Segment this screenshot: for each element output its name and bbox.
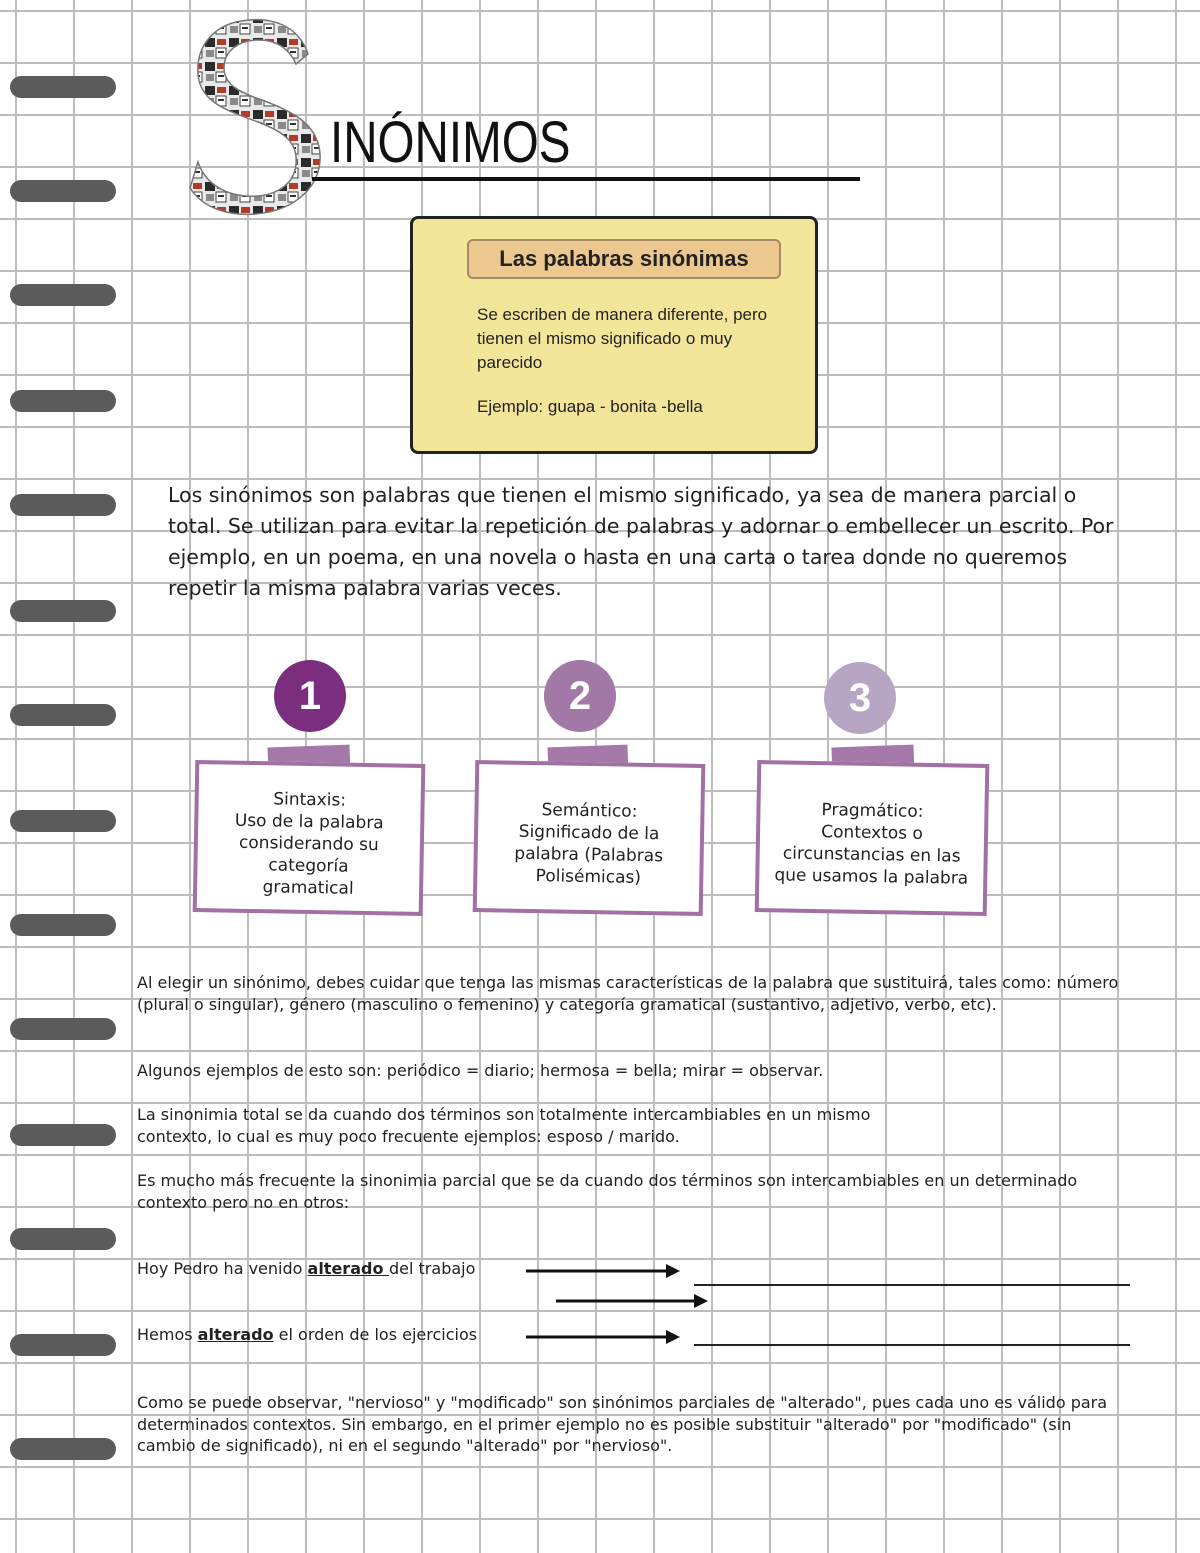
card-sintaxis	[193, 760, 426, 916]
card-text: Semántico: Significado de la palabra (Palabras Polisémicas)	[514, 800, 664, 888]
binder-ring	[10, 180, 116, 202]
binder-ring	[10, 76, 116, 98]
definition-box	[410, 216, 818, 454]
arrow-icon	[524, 1262, 682, 1280]
definition-example: Ejemplo: guapa - bonita -bella	[477, 397, 703, 416]
page-title: INÓNIMOS	[330, 110, 571, 175]
card-pragmatico	[755, 760, 990, 916]
newspaper-letter-s-image	[180, 12, 330, 217]
arrow-icon	[554, 1292, 710, 1310]
binder-ring	[10, 390, 116, 412]
example-sentence-2: Hemos alterado el orden de los ejercicios	[137, 1325, 478, 1344]
arrow-icon	[524, 1328, 682, 1346]
number-badge-1: 1	[274, 660, 346, 732]
binder-ring	[10, 914, 116, 936]
number-badge-3: 3	[824, 662, 896, 734]
card-text: Pragmático: Contextos o circunstancias en las que usamos la palabra	[774, 800, 969, 889]
underlined-word: alterado	[307, 1259, 389, 1278]
underlined-word: alterado	[197, 1325, 274, 1344]
paragraph-examples: Algunos ejemplos de esto son: periódico = diario; hermosa = bella; mirar = observar.	[137, 1061, 824, 1080]
binder-ring	[10, 600, 116, 622]
card-semantico	[473, 760, 706, 916]
paragraph-conclusion: Como se puede observar, "nervioso" y "modificado" son sinónimos parciales de "alterado", pues cada uno es válido para determinados contextos. Sin embargo, en el primer ejemplo no es posible substituir "alterado" por "modificado" (sin cambio de significado), ni en el segundo "alterado" por "nervioso".	[137, 1393, 1108, 1455]
binder-ring	[10, 284, 116, 306]
binder-ring	[10, 494, 116, 516]
title-underline	[312, 177, 860, 181]
binder-ring	[10, 1334, 116, 1356]
binder-ring	[10, 1124, 116, 1146]
definition-text: Se escriben de manera diferente, pero tienen el mismo significado o muy parecido	[477, 305, 768, 372]
binder-ring	[10, 704, 116, 726]
example-sentence-1: Hoy Pedro ha venido alterado del trabajo	[137, 1259, 476, 1278]
card-text: Sintaxis: Uso de la palabra considerando su categoría gramatical	[234, 789, 384, 899]
binder-ring	[10, 1018, 116, 1040]
number-badge-2: 2	[544, 660, 616, 732]
paragraph-partial-synonymy: Es mucho más frecuente la sinonimia parcial que se da cuando dos términos son intercambiables en un determinado contexto pero no en otros:	[137, 1171, 1078, 1212]
definition-heading: Las palabras sinónimas	[467, 239, 781, 279]
paragraph-characteristics: Al elegir un sinónimo, debes cuidar que tenga las mismas características de la palabra que sustituirá, tales como: número (plural o singular), género (masculino o femenino) y categoría gramatical (sustantivo, adjetivo, verbo, etc).	[137, 973, 1119, 1014]
binder-ring	[10, 1438, 116, 1460]
binder-ring	[10, 810, 116, 832]
answer-blank-2[interactable]	[694, 1344, 1130, 1346]
answer-blank-1[interactable]	[694, 1284, 1130, 1286]
binder-ring	[10, 1228, 116, 1250]
intro-paragraph: Los sinónimos son palabras que tienen el mismo significado, ya sea de manera parcial o total. Se utilizan para evitar la repetición de palabras y adornar o embellecer un escrito. Por ejemplo, en un poema, en una novela o hasta en una carta o tarea donde no queremos repetir la misma palabra varias veces.	[168, 483, 1114, 600]
paragraph-total-synonymy: La sinonimia total se da cuando dos términos son totalmente intercambiables en un mismo contexto, lo cual es muy poco frecuente ejemplos: esposo / marido.	[137, 1105, 871, 1146]
